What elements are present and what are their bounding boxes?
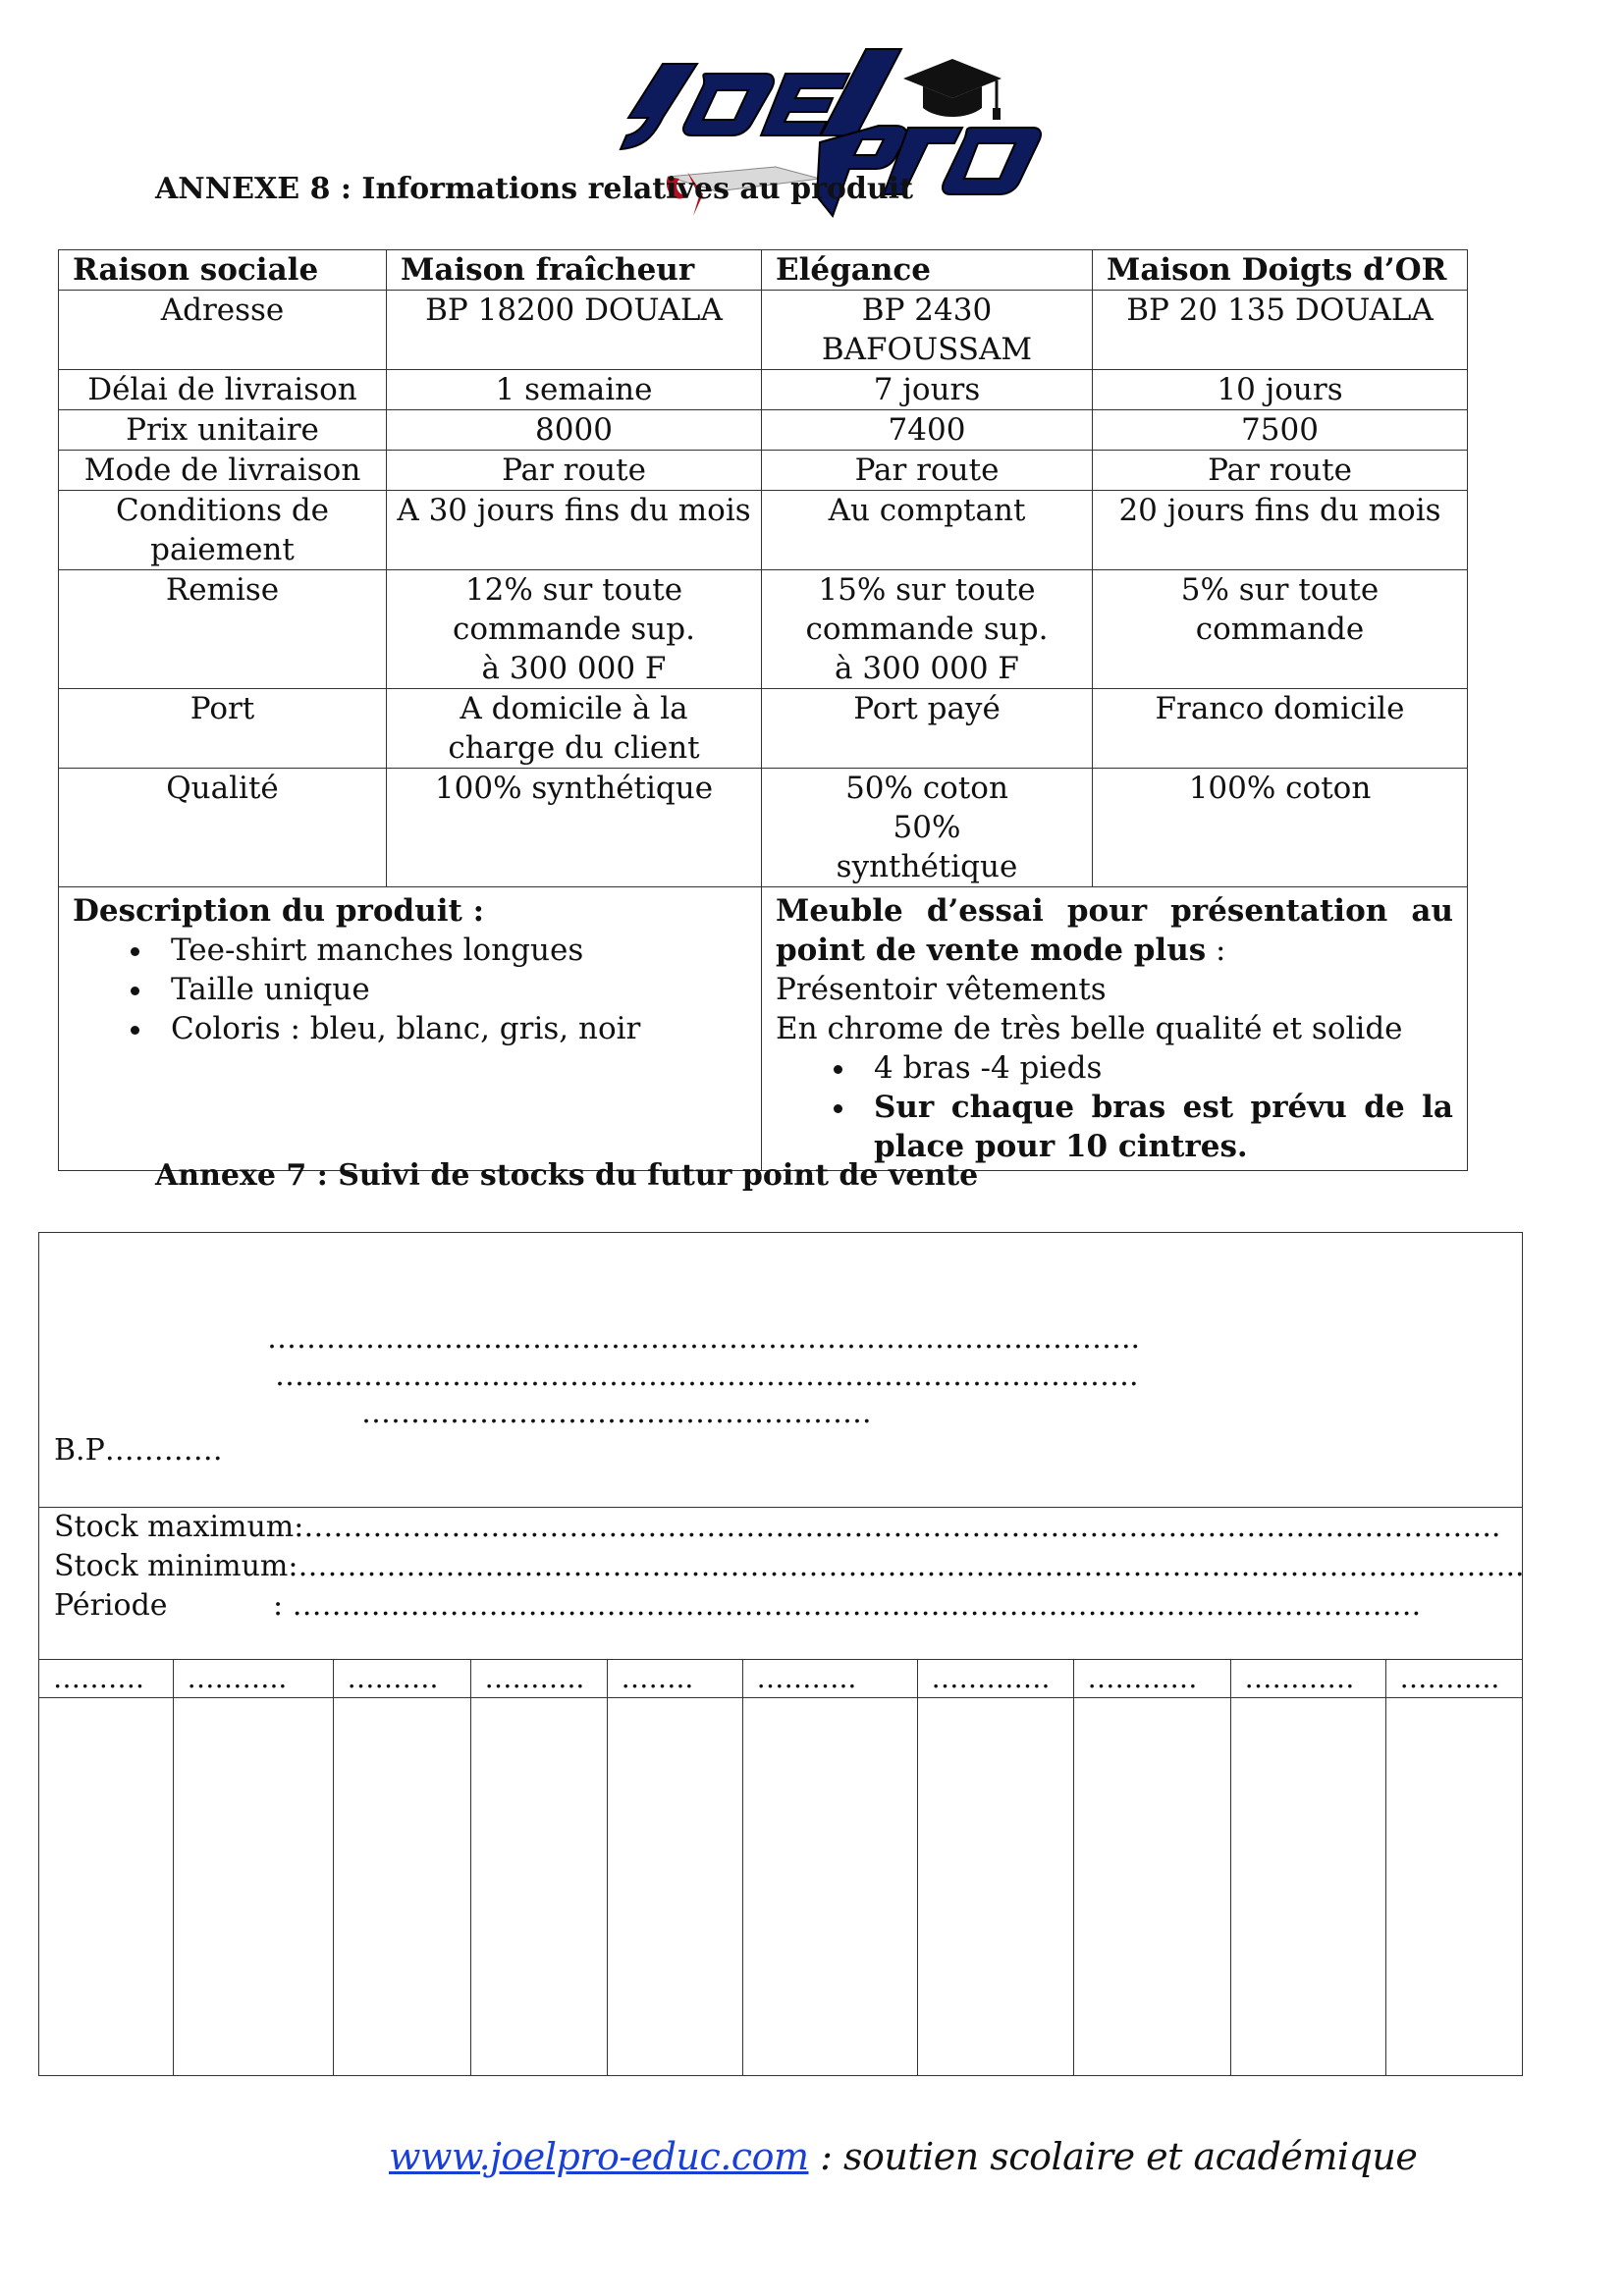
table-cell: BP 20 135 DOUALA [1093, 291, 1468, 370]
table-row [59, 451, 1468, 491]
stock-grid-body [39, 1698, 1523, 2076]
table-cell: A domicile à la charge du client [387, 689, 762, 769]
dotted-line: ……………………………………………………………………………. [275, 1359, 1139, 1393]
table-row [59, 291, 1468, 370]
product-description-list [73, 931, 747, 1048]
furniture-line: En chrome de très belle qualité et solide [776, 1011, 1403, 1046]
list-item: • 4 bras -4 pieds [858, 1048, 1453, 1088]
table-cell: Au comptant [762, 491, 1093, 570]
description-row [59, 887, 1468, 1171]
website-link[interactable]: www.joelpro-educ.com [389, 2135, 809, 2178]
table-cell: A 30 jours fins du mois [387, 491, 762, 570]
list-item: • Sur chaque bras est prévu de la place pour 10 cintres. [858, 1088, 1453, 1166]
furniture-title-suffix: : [1206, 933, 1226, 968]
stock-min-field: Stock minimum:…………………………………………………………………………………………………………….. [54, 1549, 1525, 1583]
empty-cell [333, 1698, 470, 2076]
column-header: ………. [333, 1660, 470, 1698]
column-header: ……….. [742, 1660, 917, 1698]
row-label: Port [59, 689, 387, 769]
empty-cell [173, 1698, 333, 2076]
bp-field: B.P………… [54, 1433, 223, 1468]
header-cell: Raison sociale [59, 250, 387, 291]
table-cell: 8000 [387, 410, 762, 451]
stock-card [38, 1232, 1523, 2076]
header-cell: Maison Doigts d’OR [1093, 250, 1468, 291]
product-description-title: Description du produit : [73, 893, 485, 929]
table-row [59, 689, 1468, 769]
table-cell: 20 jours fins du mois [1093, 491, 1468, 570]
row-label: Prix unitaire [59, 410, 387, 451]
dotted-line: …………………………………………………………………………….. [267, 1321, 1141, 1356]
row-label: Adresse [59, 291, 387, 370]
table-cell: 5% sur toute commande [1093, 570, 1468, 689]
table-cell: 10 jours [1093, 370, 1468, 410]
column-header: …………. [917, 1660, 1073, 1698]
table-cell: Par route [1093, 451, 1468, 491]
stock-grid [39, 1660, 1523, 2075]
row-label: Délai de livraison [59, 370, 387, 410]
joelpro-logo [609, 29, 1060, 240]
row-label: Conditions de paiement [59, 491, 387, 570]
column-header: ……….. [1385, 1660, 1523, 1698]
furniture-list [776, 1048, 1453, 1166]
header-cell: Maison fraîcheur [387, 250, 762, 291]
table-cell: Franco domicile [1093, 689, 1468, 769]
graduation-cap-icon [903, 59, 1001, 120]
table-header-row [59, 250, 1468, 291]
table-cell: 100% coton [1093, 769, 1468, 887]
stock-card-limits [39, 1508, 1525, 1660]
column-header: ………… [1073, 1660, 1230, 1698]
empty-cell [607, 1698, 742, 2076]
table-cell: 15% sur toute commande sup. à 300 000 F [762, 570, 1093, 689]
table-cell: Par route [762, 451, 1093, 491]
annexe7-title: Annexe 7 : Suivi de stocks du futur point de vente [155, 1158, 979, 1193]
stock-max-field: Stock maximum:………………………………………………………………………………………………………….. [54, 1510, 1501, 1544]
empty-cell [1230, 1698, 1385, 2076]
product-info-table [58, 249, 1468, 1171]
row-label: Mode de livraison [59, 451, 387, 491]
table-cell: BP 2430 BAFOUSSAM [762, 291, 1093, 370]
list-item: • Taille unique [155, 970, 747, 1009]
empty-cell [470, 1698, 607, 2076]
table-cell: Par route [387, 451, 762, 491]
footer [389, 2135, 1417, 2178]
stock-grid-header [39, 1660, 1523, 1698]
table-cell: 7500 [1093, 410, 1468, 451]
footer-tagline: : soutien scolaire et académique [808, 2135, 1418, 2178]
header-cell: Elégance [762, 250, 1093, 291]
dotted-line: ……………………………………………. [361, 1396, 872, 1430]
periode-label: Période [54, 1588, 168, 1623]
table-row [59, 570, 1468, 689]
product-description-cell [59, 887, 762, 1171]
table-row [59, 370, 1468, 410]
table-row [59, 491, 1468, 570]
table-cell: 100% synthétique [387, 769, 762, 887]
periode-field: : ……………………………………………………………………………………………………. [273, 1588, 1422, 1623]
table-cell: Port payé [762, 689, 1093, 769]
column-header: ………. [39, 1660, 173, 1698]
furniture-line: Présentoir vêtements [776, 972, 1107, 1007]
table-cell: BP 18200 DOUALA [387, 291, 762, 370]
table-cell: 7 jours [762, 370, 1093, 410]
furniture-title: Meuble d’essai pour présentation au point de vente mode plus [776, 893, 1453, 968]
empty-cell [1385, 1698, 1523, 2076]
table-cell: 12% sur toute commande sup. à 300 000 F [387, 570, 762, 689]
list-item: • Tee-shirt manches longues [155, 931, 747, 970]
empty-cell [742, 1698, 917, 2076]
list-item: • Coloris : bleu, blanc, gris, noir [155, 1009, 747, 1048]
empty-cell [39, 1698, 173, 2076]
empty-cell [917, 1698, 1073, 2076]
column-header: ……….. [470, 1660, 607, 1698]
row-label: Remise [59, 570, 387, 689]
column-header: …….. [607, 1660, 742, 1698]
table-row [59, 410, 1468, 451]
table-row [59, 769, 1468, 887]
row-label: Qualité [59, 769, 387, 887]
column-header: ……….. [173, 1660, 333, 1698]
table-cell: 50% coton 50% synthétique [762, 769, 1093, 887]
display-furniture-cell [762, 887, 1468, 1171]
stock-card-header [39, 1233, 1522, 1508]
column-header: ………… [1230, 1660, 1385, 1698]
table-cell: 1 semaine [387, 370, 762, 410]
empty-cell [1073, 1698, 1230, 2076]
annexe8-title: ANNEXE 8 : Informations relatives au produit [155, 172, 913, 206]
table-cell: 7400 [762, 410, 1093, 451]
